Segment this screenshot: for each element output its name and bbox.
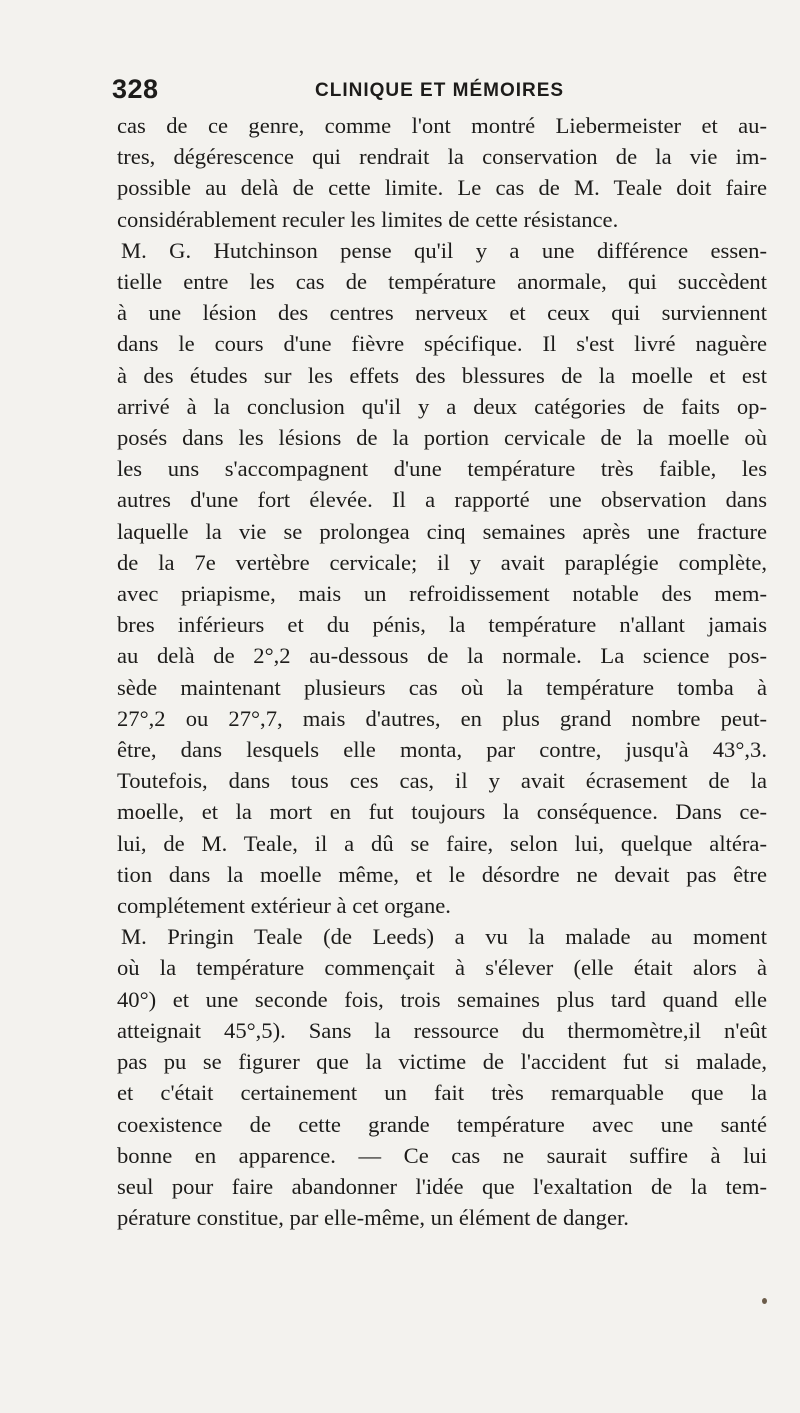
page-number: 328 <box>112 74 159 104</box>
text-line: avec priapisme, mais un refroidissement notable des mem- <box>117 581 767 607</box>
text-line: tres, dégérescence qui rendrait la conservation de la vie im- <box>117 144 767 170</box>
text-line: moelle, et la mort en fut toujours la conséquence. Dans ce- <box>117 799 767 825</box>
text-line: sède maintenant plusieurs cas où la température tomba à <box>117 674 767 700</box>
text-line: être, dans lesquels elle monta, par contre, jusqu'à 43°,3. <box>117 737 767 763</box>
text-line: Toutefois, dans tous ces cas, il y avait écrasement de la <box>117 768 767 794</box>
text-line: de la 7e vertèbre cervicale; il y avait paraplégie complète, <box>117 549 767 575</box>
text-line: possible au delà de cette limite. Le cas de M. Teale doit faire <box>117 175 767 201</box>
paragraph-start-line: M. Pringin Teale (de Leeds) a vu la malade au moment <box>121 924 767 950</box>
text-line: où la température commençait à s'élever (elle était alors à <box>117 955 767 981</box>
text-line: bres inférieurs et du pénis, la température n'allant jamais <box>117 612 767 638</box>
text-line: tielle entre les cas de température anormale, qui succèdent <box>117 269 767 295</box>
body-text <box>117 110 767 1233</box>
text-line: à une lésion des centres nerveux et ceux qui surviennent <box>117 300 767 326</box>
text-line: atteignait 45°,5). Sans la ressource du thermomètre,il n'eût <box>117 1017 767 1043</box>
page-header <box>110 74 770 114</box>
text-line: à des études sur les effets des blessures de la moelle et est <box>117 362 767 388</box>
text-line: et c'était certainement un fait très remarquable que la <box>117 1080 767 1106</box>
text-line: lui, de M. Teale, il a dû se faire, selon lui, quelque altéra- <box>117 830 767 856</box>
text-line: pas pu se figurer que la victime de l'accident fut si malade, <box>117 1049 767 1075</box>
running-title: CLINIQUE ET MÉMOIRES <box>315 80 565 101</box>
text-line: 40°) et une seconde fois, trois semaines plus tard quand elle <box>117 986 767 1012</box>
text-line: autres d'une fort élevée. Il a rapporté une observation dans <box>117 487 767 513</box>
text-line: au delà de 2°,2 au-dessous de la normale. La science pos- <box>117 643 767 669</box>
text-line: posés dans les lésions de la portion cervicale de la moelle où <box>117 425 767 451</box>
paragraph-start-line: M. G. Hutchinson pense qu'il y a une différence essen- <box>121 237 767 263</box>
text-line: complétement extérieur à cet organe. <box>117 893 451 919</box>
text-line: seul pour faire abandonner l'idée que l'exaltation de la tem- <box>117 1173 767 1199</box>
text-line: arrivé à la conclusion qu'il y a deux catégories de faits op- <box>117 393 767 419</box>
ink-speck <box>762 1298 767 1304</box>
text-line: coexistence de cette grande température avec une santé <box>117 1111 767 1137</box>
text-line: 27°,2 ou 27°,7, mais d'autres, en plus grand nombre peut- <box>117 705 767 731</box>
text-line: cas de ce genre, comme l'ont montré Liebermeister et au- <box>117 113 767 138</box>
text-line: considérablement reculer les limites de cette résistance. <box>117 206 619 232</box>
text-line: pérature constitue, par elle-même, un élément de danger. <box>117 1205 629 1231</box>
text-line: laquelle la vie se prolongea cinq semaines après une fracture <box>117 518 767 544</box>
text-line: tion dans la moelle même, et le désordre ne devait pas être <box>117 861 767 887</box>
text-line: bonne en apparence. — Ce cas ne saurait suffire à lui <box>117 1142 767 1168</box>
text-line: dans le cours d'une fièvre spécifique. Il s'est livré naguère <box>117 331 767 357</box>
text-line: les uns s'accompagnent d'une température très faible, les <box>117 456 767 482</box>
